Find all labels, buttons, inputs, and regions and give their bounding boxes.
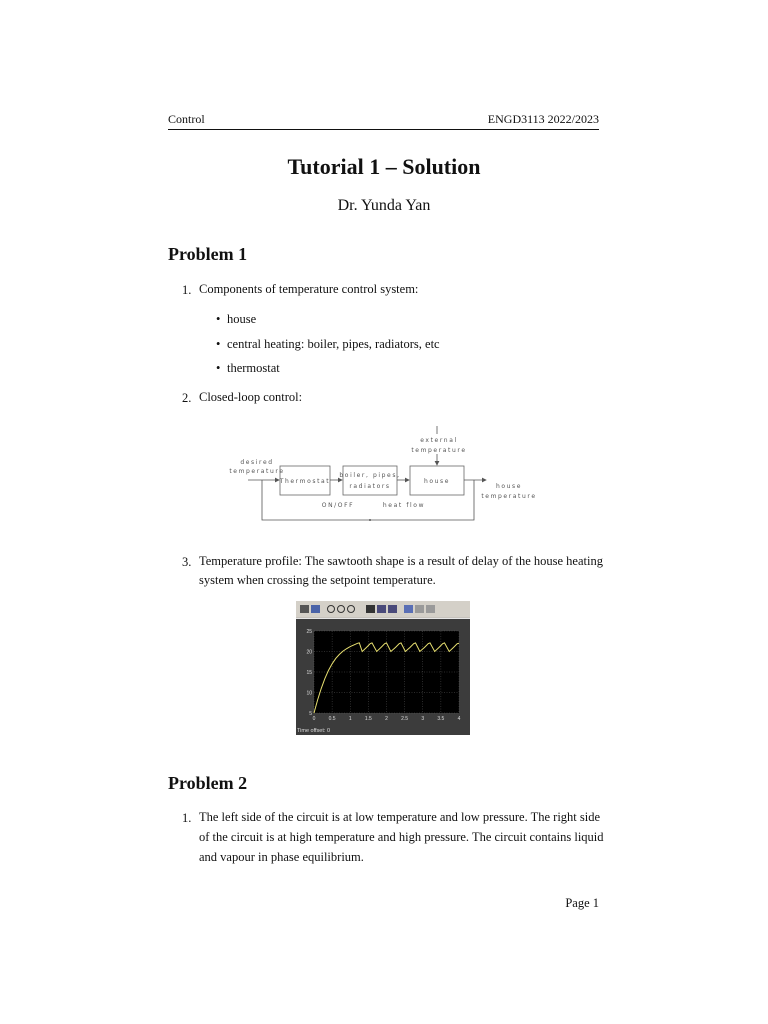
onoff-label: ON/OFF [321, 502, 355, 509]
x-tick-label: 1 [348, 716, 352, 722]
x-tick-label: 2.5 [401, 716, 409, 722]
x-tick-label: 0 [312, 716, 316, 722]
feedback-dot [369, 519, 371, 521]
boiler-label-1: boiler, pipes, [339, 472, 401, 479]
save-axes-icon [377, 605, 386, 613]
boiler-block [343, 466, 397, 495]
header-rule [168, 129, 599, 130]
x-tick-label: 1.5 [364, 716, 372, 722]
problem2-heading: Problem 2 [168, 773, 248, 793]
thermostat-label: Thermostat [279, 478, 331, 485]
y-tick-label: 5 [309, 711, 312, 717]
x-tick-label: 2 [385, 716, 388, 722]
x-tick-label: 0.5 [328, 716, 336, 722]
bullet-text: house [227, 312, 257, 326]
parameters-icon [311, 605, 320, 613]
x-tick-label: 3 [421, 716, 425, 722]
house-temperature-label-2: temperature [481, 493, 537, 500]
floating-scope-icon [404, 605, 413, 613]
item-text-line: Temperature profile: The sawtooth shape is a result of delay of the house heating [199, 554, 603, 568]
scope-window [296, 601, 470, 735]
x-tick-label: 3.5 [437, 716, 445, 722]
item-number: 1. [182, 283, 192, 297]
desired-label-2: temperature [229, 468, 285, 475]
y-tick-label: 25 [306, 629, 312, 635]
external-label-2: temperature [411, 447, 467, 454]
author: Dr. Yunda Yan [337, 197, 431, 214]
bullet-icon: • [216, 312, 221, 326]
item-number: 1. [182, 811, 192, 825]
bullet-icon: • [216, 337, 221, 351]
item-text-line: system when crossing the setpoint temperature. [199, 573, 436, 587]
signal-selector-icon [426, 605, 435, 613]
time-offset-value: 0 [327, 728, 331, 734]
y-tick-label: 20 [306, 649, 312, 656]
paragraph-line: of the circuit is at high temperature and high pressure. The circuit contains liquid [199, 830, 604, 844]
item-number: 3. [182, 555, 192, 569]
page-title: Tutorial 1 – Solution [287, 154, 481, 179]
item-number: 2. [182, 391, 192, 405]
paragraph-line: The left side of the circuit is at low temperature and low pressure. The right side [199, 810, 601, 824]
heatflow-label: heat flow [382, 502, 426, 509]
print-icon [300, 605, 309, 613]
boiler-label-2: radiators [349, 483, 391, 490]
house-label: house [423, 478, 451, 485]
time-offset-label: Time offset: [297, 728, 326, 734]
page-number: Page 1 [565, 896, 599, 910]
bullet-icon: • [216, 361, 221, 375]
header-course: Control [168, 112, 205, 126]
restore-axes-icon [388, 605, 397, 613]
closed-loop-diagram [229, 422, 537, 526]
x-tick-labels [313, 716, 461, 722]
paragraph-line: and vapour in phase equilibrium. [199, 850, 364, 864]
y-tick-label: 15 [306, 670, 312, 676]
desired-label-1: desired [240, 459, 274, 466]
header-module-code: ENGD3113 2022/2023 [487, 112, 599, 126]
house-temperature-label-1: house [495, 483, 523, 490]
item-text: Components of temperature control system: [199, 282, 419, 296]
bullet-text: central heating: boiler, pipes, radiators, etc [227, 337, 440, 351]
y-tick-label: 10 [306, 690, 312, 697]
binoculars-icon [366, 605, 375, 613]
bullet-text: thermostat [227, 361, 280, 375]
external-label-1: external [420, 437, 458, 444]
x-tick-label: 4 [457, 716, 461, 722]
lock-axes-icon [415, 605, 424, 613]
item-text: Closed-loop control: [199, 390, 303, 404]
problem1-heading: Problem 1 [168, 244, 248, 264]
